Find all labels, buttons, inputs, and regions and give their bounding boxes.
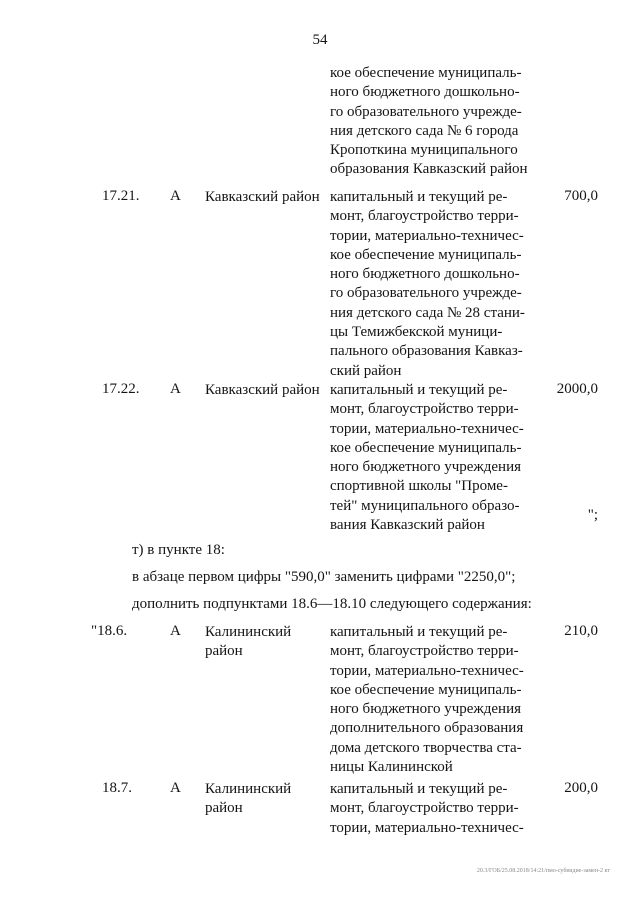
description-line: тей" муниципального образо- (330, 497, 520, 514)
description-line: тории, материально-техничес- (330, 420, 524, 437)
description-line: кое обеспечение муниципаль- (330, 439, 522, 456)
description-line: монт, благоустройство терри- (330, 800, 519, 817)
district-line: район (205, 800, 243, 817)
description-line: кое обеспечение муниципаль- (330, 65, 522, 81)
row-number: 17.21. (102, 188, 140, 204)
description-line: ного бюджетного учреждения (330, 459, 522, 476)
description-line: капитальный и текущий ре- (330, 624, 508, 640)
page-number: 54 (312, 32, 328, 48)
row-number: 17.22. (102, 381, 140, 397)
district-line: Кавказский район (205, 189, 320, 205)
description-line: Кропоткина муниципального (330, 142, 518, 159)
description-line: монт, благоустройство терри- (330, 401, 519, 418)
description-line: капитальный и текущий ре- (330, 382, 508, 398)
description-line: монт, благоустройство терри- (330, 208, 519, 225)
row-category: А (170, 381, 181, 397)
district-line: район (205, 643, 243, 660)
district-line: Калининский (205, 624, 292, 640)
row-description (330, 623, 530, 777)
row-category: А (170, 780, 181, 796)
row-number: "18.6. (91, 623, 128, 639)
description-line: ницы Калининской (330, 759, 453, 776)
description-line: капитальный и текущий ре- (330, 781, 508, 797)
description-line: го образовательного учрежде- (330, 103, 522, 120)
description-line: ного бюджетного дошкольно- (330, 84, 520, 101)
description-line: капитальный и текущий ре- (330, 189, 508, 205)
description-line: тории, материально-техничес- (330, 227, 524, 244)
description-line: пального образования Кавказ- (330, 343, 523, 360)
row-amount: 700,0 (564, 188, 598, 204)
footer-file-stamp: 20.3/ГОБ/25.08.2018/14:21/пмо-субвидие-замен-2 кт (476, 868, 610, 874)
description-line: ский район (330, 362, 402, 379)
description-line: спортивной школы "Проме- (330, 478, 508, 495)
description-line: ного бюджетного дошкольно- (330, 266, 520, 283)
district-line: Калининский (205, 781, 292, 797)
row-amount: 2000,0 (556, 381, 598, 397)
description-line: кое обеспечение муниципаль- (330, 681, 522, 698)
description-line: ния детского сада № 28 стани- (330, 304, 525, 321)
description-line: кое обеспечение муниципаль- (330, 246, 522, 263)
description-line: ного бюджетного учреждения (330, 701, 522, 718)
description-line: тории, материально-техничес- (330, 662, 524, 679)
paragraph-item-t: т) в пункте 18: (132, 542, 225, 558)
description-line: образования Кавказский район (330, 161, 528, 178)
description-line: го образовательного учрежде- (330, 285, 522, 302)
continuation-description (330, 64, 530, 180)
description-line: ния детского сада № 6 города (330, 122, 519, 139)
row-district (205, 623, 291, 662)
paragraph-add-subitems: дополнить подпунктами 18.6—18.10 следующего содержания: (132, 596, 532, 612)
row-amount: 200,0 (564, 780, 598, 796)
description-line: тории, материально-техничес- (330, 819, 524, 836)
row-district (205, 381, 320, 400)
closing-quote: "; (587, 507, 598, 523)
row-description (330, 188, 530, 381)
description-line: дома детского творчества ста- (330, 739, 522, 756)
district-line: Кавказский район (205, 382, 320, 398)
row-description (330, 780, 530, 838)
description-line: вания Кавказский район (330, 517, 485, 534)
row-district (205, 188, 320, 207)
row-district (205, 780, 291, 819)
description-line: монт, благоустройство терри- (330, 643, 519, 660)
description-line: цы Темижбекской муници- (330, 324, 503, 341)
row-category: А (170, 623, 181, 639)
paragraph-replace-figures: в абзаце первом цифры "590,0" заменить цифрами "2250,0"; (132, 569, 516, 585)
row-number: 18.7. (102, 780, 132, 796)
row-amount: 210,0 (564, 623, 598, 639)
description-line: дополнительного образования (330, 720, 524, 737)
row-category: А (170, 188, 181, 204)
row-description (330, 381, 530, 535)
